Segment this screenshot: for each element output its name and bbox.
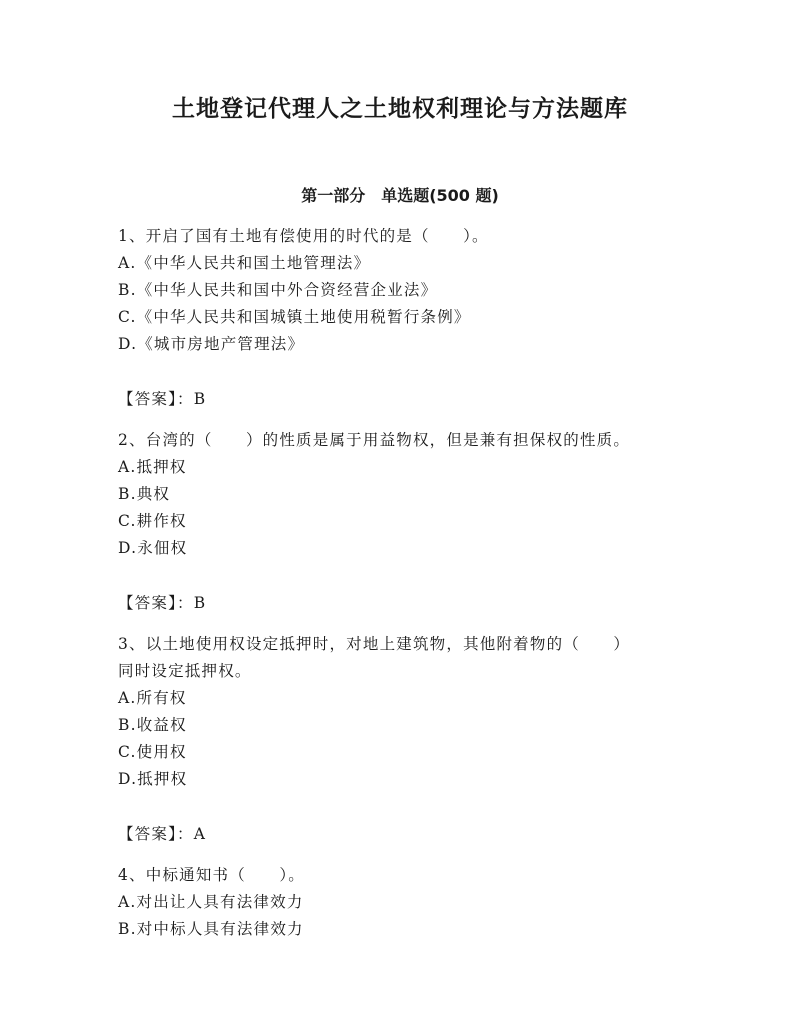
question-1-option-d: D.《城市房地产管理法》 [118, 335, 305, 353]
answer-value: A [193, 825, 207, 843]
question-3-stem-line-2: 同时设定抵押权。 [118, 662, 252, 680]
question-3-answer [118, 823, 206, 845]
question-3-option-c: C.使用权 [118, 743, 187, 761]
question-1-option-c: C.《中华人民共和国城镇土地使用税暂行条例》 [118, 308, 471, 326]
question-2-option-c: C.耕作权 [118, 512, 187, 530]
question-4-option-a: A.对出让人具有法律效力 [118, 893, 304, 911]
question-3-option-a: A.所有权 [118, 689, 187, 707]
question-1-option-a: A.《中华人民共和国土地管理法》 [118, 254, 371, 272]
question-1-stem: 1、开启了国有土地有偿使用的时代的是（ ）。 [118, 227, 489, 245]
answer-label: 【答案】： [118, 390, 194, 408]
question-3-option-b: B.收益权 [118, 716, 187, 734]
question-2-option-a: A.抵押权 [118, 458, 187, 476]
answer-label: 【答案】： [118, 594, 194, 612]
question-2-option-d: D.永佃权 [118, 539, 188, 557]
answer-value: B [193, 390, 207, 408]
question-4-option-b: B.对中标人具有法律效力 [118, 920, 304, 938]
question-1-option-b: B.《中华人民共和国中外合资经营企业法》 [118, 281, 438, 299]
question-2-stem: 2、台湾的（ ）的性质是属于用益物权，但是兼有担保权的性质。 [118, 431, 631, 449]
answer-label: 【答案】： [118, 825, 194, 843]
question-2-option-b: B.典权 [118, 485, 171, 503]
document-title: 土地登记代理人之土地权利理论与方法题库 [172, 96, 628, 122]
question-4-stem: 4、中标通知书（ ）。 [118, 866, 306, 884]
question-3-option-d: D.抵押权 [118, 770, 188, 788]
section-heading: 第一部分 单选题(500 题) [301, 186, 499, 205]
answer-value: B [193, 594, 207, 612]
question-3-stem-line-1: 3、以土地使用权设定抵押时，对地上建筑物，其他附着物的（ ） [118, 635, 631, 653]
question-2-answer [118, 592, 206, 614]
question-1-answer [118, 388, 206, 410]
